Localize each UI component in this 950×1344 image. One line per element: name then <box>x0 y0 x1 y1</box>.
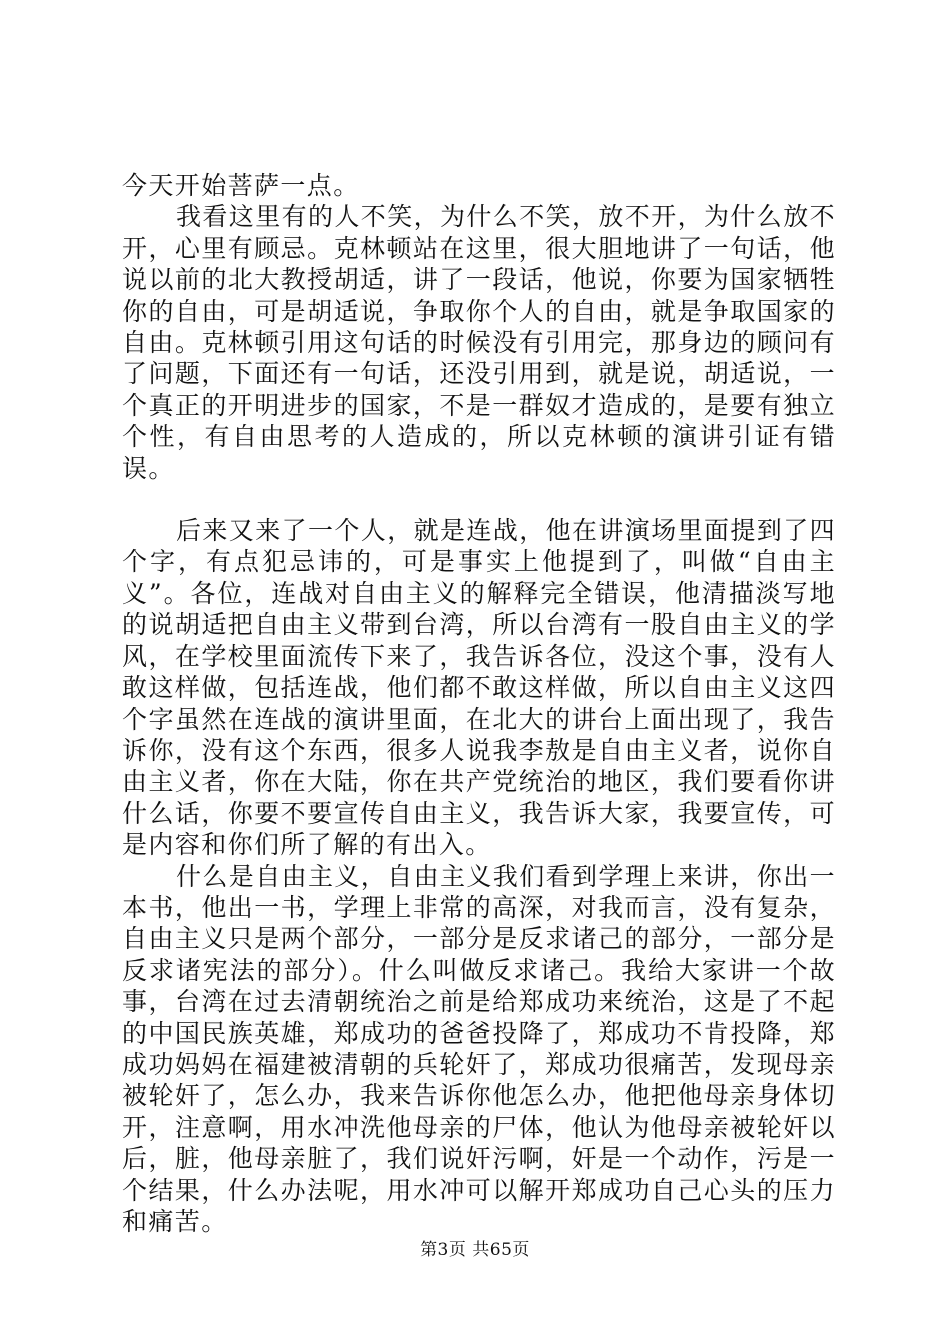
paragraph-3: 后来又来了一个人，就是连战，他在讲演场里面提到了四个字，有点犯忌讳的，可是事实上他提到了，叫做“自由主义”。各位，连战对自由主义的解释完全错误，他清描淡写地的说胡适把自由主义带到台湾，所以台湾有一股自由主义的学风，在学校里面流传下来了，我告诉各位，没这个事，没有人敢这样做，包括连战，他们都不敢这样做，所以自由主义这四个字虽然在连战的演讲里面，在北大的讲台上面出现了，我告诉你，没有这个东西，很多人说我李敖是自由主义者，说你自由主义者，你在大陆，你在共产党统治的地区，我们要看你讲什么话，你要不要宣传自由主义，我告诉大家，我要宣传，可是内容和你们所了解的有出入。 <box>122 516 837 860</box>
page-footer: 第3页 共65页 <box>420 1240 530 1260</box>
paragraph-1: 今天开始菩萨一点。 <box>122 171 360 200</box>
paragraph-2: 我看这里有的人不笑，为什么不笑，放不开，为什么放不开，心里有顾忌。克林顿站在这里，很大胆地讲了一句话，他说以前的北大教授胡适，讲了一段话，他说，你要为国家牺牲你的自由，可是胡适说，争取你个人的自由，就是争取国家的自由。克林顿引用这句话的时候没有引用完，那身边的顾问有了问题，下面还有一句话，还没引用到，就是说，胡适说，一个真正的开明进步的国家，不是一群奴才造成的，是要有独立个性，有自由思考的人造成的，所以克林顿的演讲引证有错误。 <box>122 202 837 483</box>
body-text <box>122 170 836 1237</box>
paragraph-4: 什么是自由主义，自由主义我们看到学理上来讲，你出一本书，他出一书，学理上非常的高深，对我而言，没有复杂，自由主义只是两个部分，一部分是反求诸己的部分，一部分是反求诸宪法的部分）。什么叫做反求诸己。我给大家讲一个故事，台湾在过去清朝统治之前是给郑成功来统治，这是了不起的中国民族英雄，郑成功的爸爸投降了，郑成功不肯投降，郑成功妈妈在福建被清朝的兵轮奸了，郑成功很痛苦，发现母亲被轮奸了，怎么办，我来告诉你他怎么办，他把他母亲身体切开，注意啊，用水冲洗他母亲的尸体，他认为他母亲被轮奸以后，脏，他母亲脏了，我们说奸污啊，奸是一个动作，污是一个结果，什么办法呢，用水冲可以解开郑成功自己心头的压力和痛苦。 <box>122 861 837 1236</box>
